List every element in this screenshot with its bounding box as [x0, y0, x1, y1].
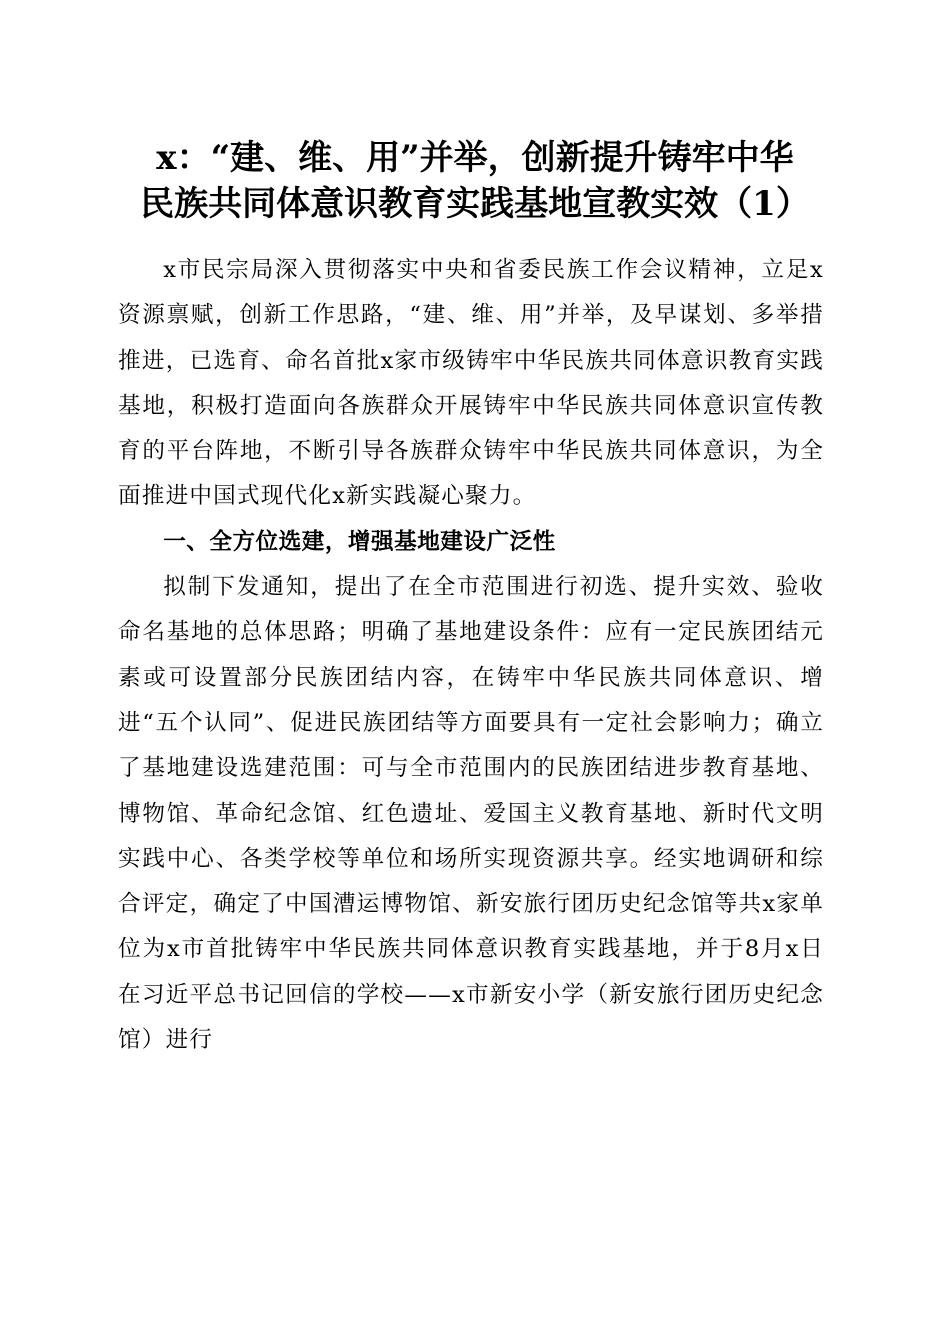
title-line-2: 民族共同体意识教育实践基地宣教实效（1） — [140, 184, 810, 224]
document-body — [118, 248, 824, 1063]
title-line-1: x：“建、维、用”并举，创新提升铸牢中华 — [156, 138, 794, 178]
section-1-paragraph: 拟制下发通知，提出了在全市范围进行初选、提升实效、验收命名基地的总体思路；明确了基地建设条件：应有一定民族团结元素或可设置部分民族团结内容，在铸牢中华民族共同体意识、增进“五个认同”、促进民族团结等方面要具有一定社会影响力；确立了基地建设选建范围：可与全市范围内的民族团结进步教育基地、博物馆、革命纪念馆、红色遗址、爱国主义教育基地、新时代文明实践中心、各类学校等单位和场所实现资源共享。经实地调研和综合评定，确定了中国漕运博物馆、新安旅行团历史纪念馆等共x家单位为x市首批铸牢中华民族共同体意识教育实践基地，并于8月x日在习近平总书记回信的学校——x市新安小学（新安旅行团历史纪念馆）进行 — [118, 574, 824, 1054]
section-heading-1: 一、全方位选建，增强基地建设广泛性 — [163, 528, 556, 555]
document-title — [118, 135, 832, 227]
intro-paragraph: x市民宗局深入贯彻落实中央和省委民族工作会议精神，立足x资源禀赋，创新工作思路，“建、维、用”并举，及早谋划、多举措推进，已选育、命名首批x家市级铸牢中华民族共同体意识教育实践基地，积极打造面向各族群众开展铸牢中华民族共同体意识宣传教育的平台阵地，不断引导各族群众铸牢中华民族共同体意识，为全面推进中国式现代化x新实践凝心聚力。 — [118, 257, 824, 510]
